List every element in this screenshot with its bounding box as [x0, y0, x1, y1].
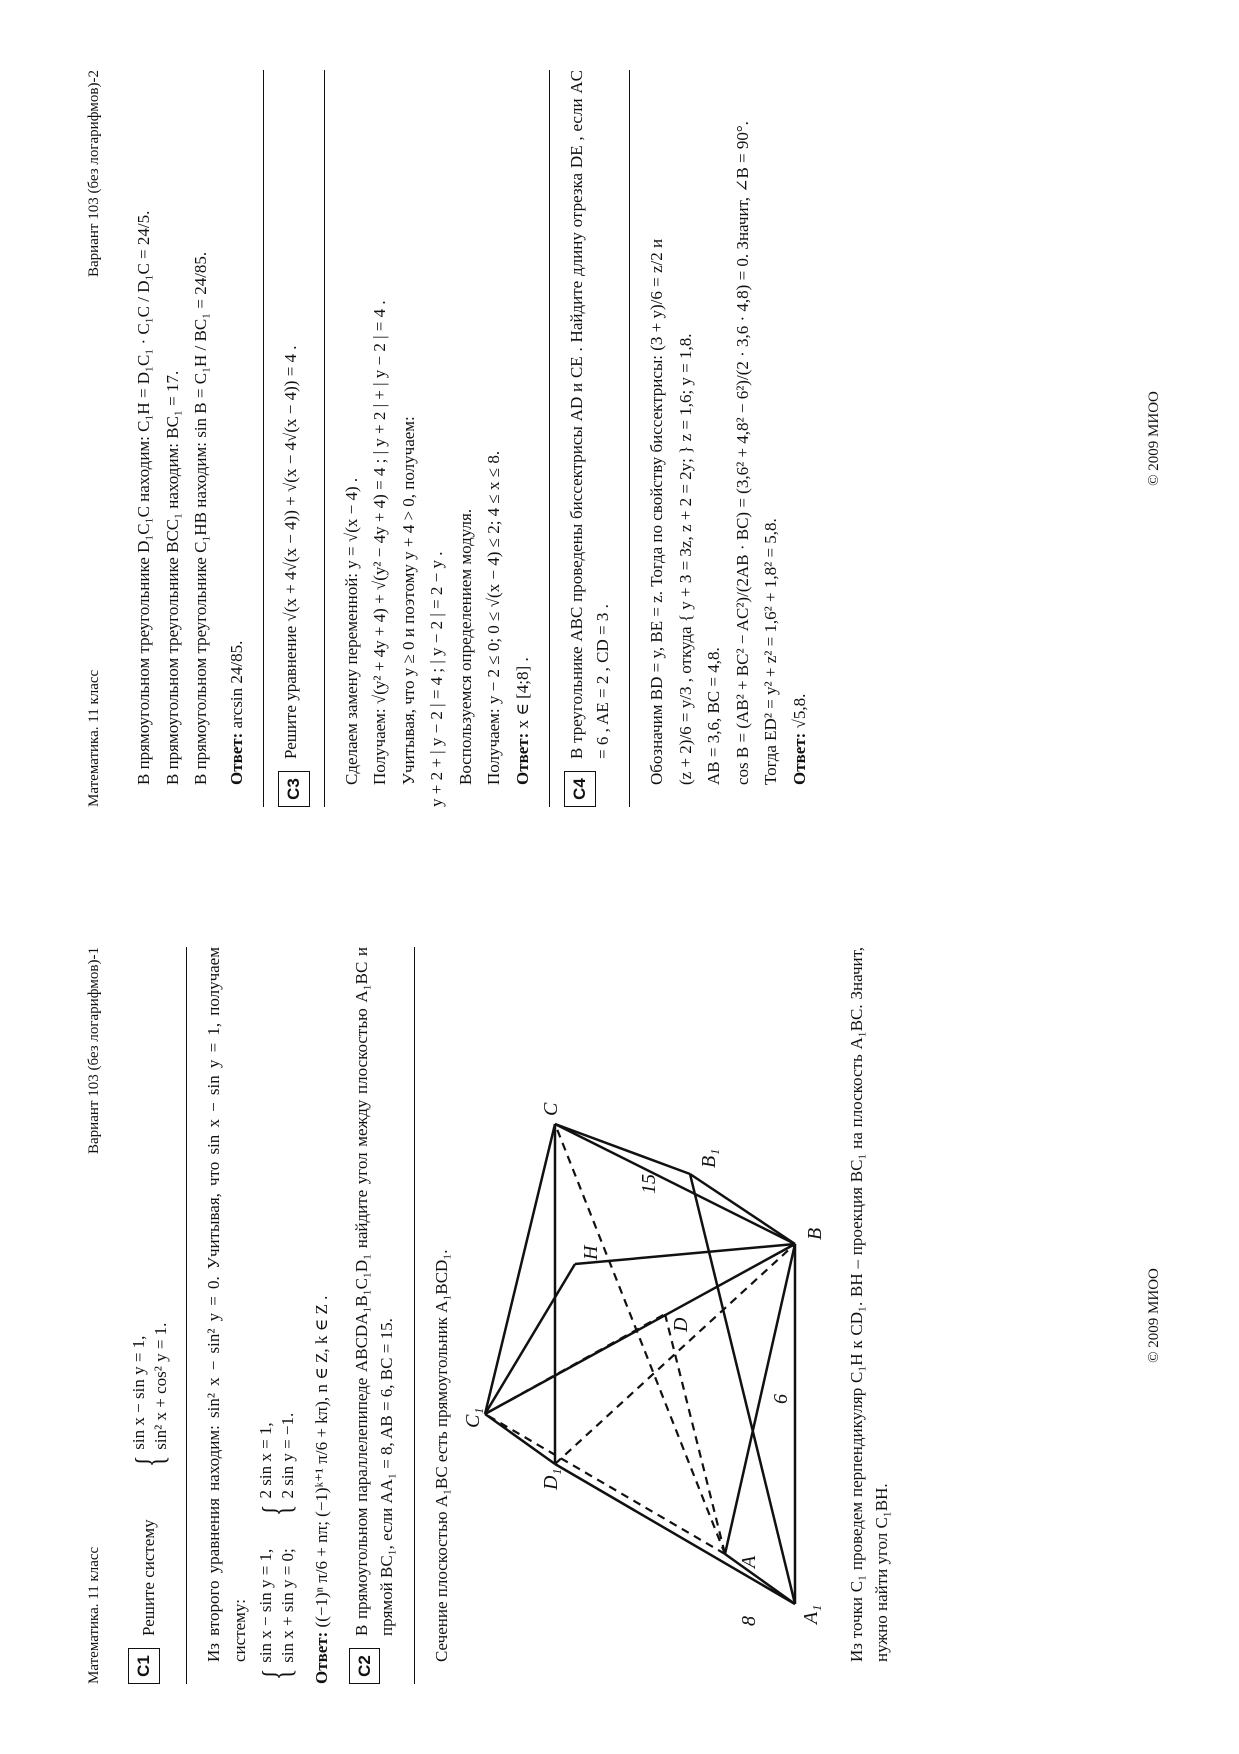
solution-systems: { sin x − sin y = 1, sin x + sin y = 0; { 2 sin x = 1, 2 sin y = −1.: [254, 1412, 300, 1681]
system: { sin x − sin y = 1, sin² x + cos² y = 1.: [127, 1322, 173, 1468]
solution-text: Сделаем замену переменной: y = √(x − 4) .: [341, 477, 361, 785]
vertex-a1: A₁: [800, 1604, 823, 1624]
edge-c1-d: [485, 1314, 665, 1414]
solution-text: В прямоугольном треугольнике C₁HB находим: sin B = C₁H / BC₁ = 24/85.: [191, 251, 210, 785]
edge-b-c: [555, 1124, 795, 1244]
answer-value: arcsin 24/85.: [226, 640, 246, 729]
edge-c1-b: [485, 1244, 795, 1414]
answer-value: x ∈ [4;8] .: [512, 657, 532, 729]
solution-text: В прямоугольном треугольнике D₁C₁C находим: C₁H = D₁C₁ · C₁C / D₁C = 24/5.: [134, 210, 153, 785]
header-subject: Математика. 11 класс: [86, 669, 102, 807]
solution-text: y + 2 + | y − 2 | = 4 ; | y − 2 | = 2 − y .: [427, 551, 446, 807]
page-1: [0, 877, 1239, 1754]
edge-d-a: [665, 1314, 725, 1554]
solution-text: Получаем: y − 2 ≤ 0; 0 ≤ √(x − 4) ≤ 2; 4 ≤ x ≤ 8.: [484, 450, 503, 785]
divider: [324, 70, 325, 807]
length-6: 6: [770, 1394, 793, 1404]
system-line: sin x + sin y = 0;: [278, 1548, 298, 1663]
answer-value: ((−1)ⁿ π/6 + nπ; (−1)ᵏ⁺¹ π/6 + kπ), n ∈ Z, k ∈ Z .: [312, 1295, 332, 1628]
answer-label: Ответ:: [512, 732, 532, 785]
divider: [186, 947, 187, 1684]
solution-text: Получаем: √(y² + 4y + 4) + √(y² − 4y + 4) = 4 ; | y + 2 | + | y − 2 | = 4 .: [370, 300, 389, 785]
edge-c1-c: [485, 1124, 555, 1414]
solution-c2: [429, 947, 895, 1684]
system-line: sin x − sin y = 1,: [256, 1548, 276, 1663]
vertex-d: D: [670, 1317, 693, 1332]
page-1-content: [128, 947, 898, 1684]
edge-a1-b1: [690, 1174, 795, 1604]
system-line: sin² x + cos² y = 1.: [151, 1322, 171, 1450]
solution-c1: [201, 947, 335, 1684]
diagonal-d1-b: [555, 1244, 795, 1464]
task-text: Решите уравнение √(x + 4√(x − 4)) + √(x − 4√(x − 4)) = 4 .: [281, 345, 300, 759]
solution-text: Из точки C₁ проведем перпендикуляр C₁H к CD₁. BH – проекция BC₁ на плоскость A₁BC. Значит, нужно найти угол C₁BH.: [846, 947, 892, 1662]
edge-a-c1: [485, 1414, 725, 1554]
answer-c1: [309, 947, 335, 1684]
task-c1: [128, 947, 172, 1684]
solution-c3: [339, 70, 536, 807]
vertex-a: A: [738, 1555, 761, 1568]
length-15: 15: [638, 1174, 661, 1194]
header-variant: Вариант 103 (без логарифмов)-1: [86, 947, 102, 1154]
solution-text: Учитывая, что y ≥ 0 и поэтому y + 4 > 0, получаем:: [398, 416, 418, 785]
vertex-d1: D₁: [540, 1468, 563, 1490]
page-2-content: [128, 70, 815, 807]
answer-c2: [224, 70, 250, 807]
page-1-footer: © 2009 МИОО: [1146, 1268, 1162, 1363]
task-text: Решите систему: [139, 1519, 158, 1636]
answer-value: √5,8.: [789, 693, 809, 729]
solution-text: Обозначим BD = y, BE = z. Тогда по свойству биссектрисы: (3 + y)/6 = z/2 и: [647, 238, 666, 785]
vertex-c1: C₁: [462, 1407, 485, 1428]
solution-text: AB = 3,6, BC = 4,8.: [704, 647, 723, 785]
solution-text: В прямоугольном треугольнике BCC₁ находим: BC₁ = 17.: [162, 370, 182, 785]
vertex-b1: B₁: [698, 1148, 721, 1168]
solution-c4: [644, 70, 812, 807]
task-tag: С2: [349, 1648, 381, 1684]
task-c3: [278, 70, 310, 807]
vertex-c: C: [540, 1102, 563, 1116]
solution-text: cos B = (AB² + BC² − AC²)/(2AB · BC) = (3,6² + 4,8² − 6²)/(2 · 3,6 · 4,8) = 0. Значит, ∠B = 90°.: [732, 121, 752, 785]
answer-label: Ответ:: [789, 732, 809, 785]
solution-text: (z + 2)/6 = y/3 , откуда { y + 3 = 3z, z + 2 = 2y; } z = 1,6; y = 1,8.: [675, 333, 695, 785]
divider: [414, 947, 415, 1684]
system-line: 2 sin y = −1.: [278, 1412, 298, 1499]
solution-text: Из второго уравнения находим: sin² x − sin² y = 0. Учитывая, что sin x − sin y = 1, получаем систему:: [204, 947, 249, 1662]
solution-text: Сечение плоскостью A₁BC есть прямоугольник A₁BCD₁.: [431, 1249, 451, 1662]
answer-label: Ответ:: [226, 732, 246, 785]
header-subject: Математика. 11 класс: [86, 1546, 102, 1684]
answer-c3: [510, 70, 536, 807]
divider: [629, 70, 630, 807]
length-8: 8: [738, 1616, 761, 1626]
task-c4: [564, 70, 615, 807]
edge-a1-d1: [555, 1464, 795, 1604]
segment-c1-h: [485, 1264, 575, 1414]
edge-d1-c1: [485, 1414, 555, 1464]
page-2-footer: © 2009 МИОО: [1146, 391, 1162, 486]
parallelepiped-figure: [462, 1084, 827, 1644]
task-text: В прямоугольном параллелепипеде ABCDA₁B₁C₁D₁ найдите угол между плоскостью A₁BC и прямой BC₁, если AA₁ = 8, AB = 6, BC = 15.: [351, 947, 397, 1636]
task-text: В треугольнике ABC проведены биссектрисы AD и CE . Найдите длину отрезка DE , если AC = 6 , AE = 2 , CD = 3 .: [567, 70, 612, 759]
solution-text: Воспользуемся определением модуля.: [455, 508, 475, 785]
divider: [549, 70, 550, 807]
task-tag: С1: [128, 1648, 160, 1684]
header-variant: Вариант 103 (без логарифмов)-2: [86, 70, 102, 277]
task-tag: С4: [564, 771, 596, 807]
edge-b1-c: [555, 1124, 690, 1174]
system-line: 2 sin x = 1,: [256, 1422, 276, 1499]
answer-label: Ответ:: [312, 1631, 332, 1684]
solution-text: Тогда ED² = y² + z² = 1,6² + 1,8² = 5,8.: [761, 518, 780, 785]
system-line: sin x − sin y = 1,: [129, 1335, 148, 1450]
divider: [263, 70, 264, 807]
task-c2: [349, 947, 400, 1684]
answer-c4: [787, 70, 813, 807]
point-h: H: [580, 1245, 603, 1260]
vertex-b: B: [804, 1227, 827, 1240]
task-tag: С3: [278, 771, 310, 807]
solution-c2-continued: [131, 70, 249, 807]
